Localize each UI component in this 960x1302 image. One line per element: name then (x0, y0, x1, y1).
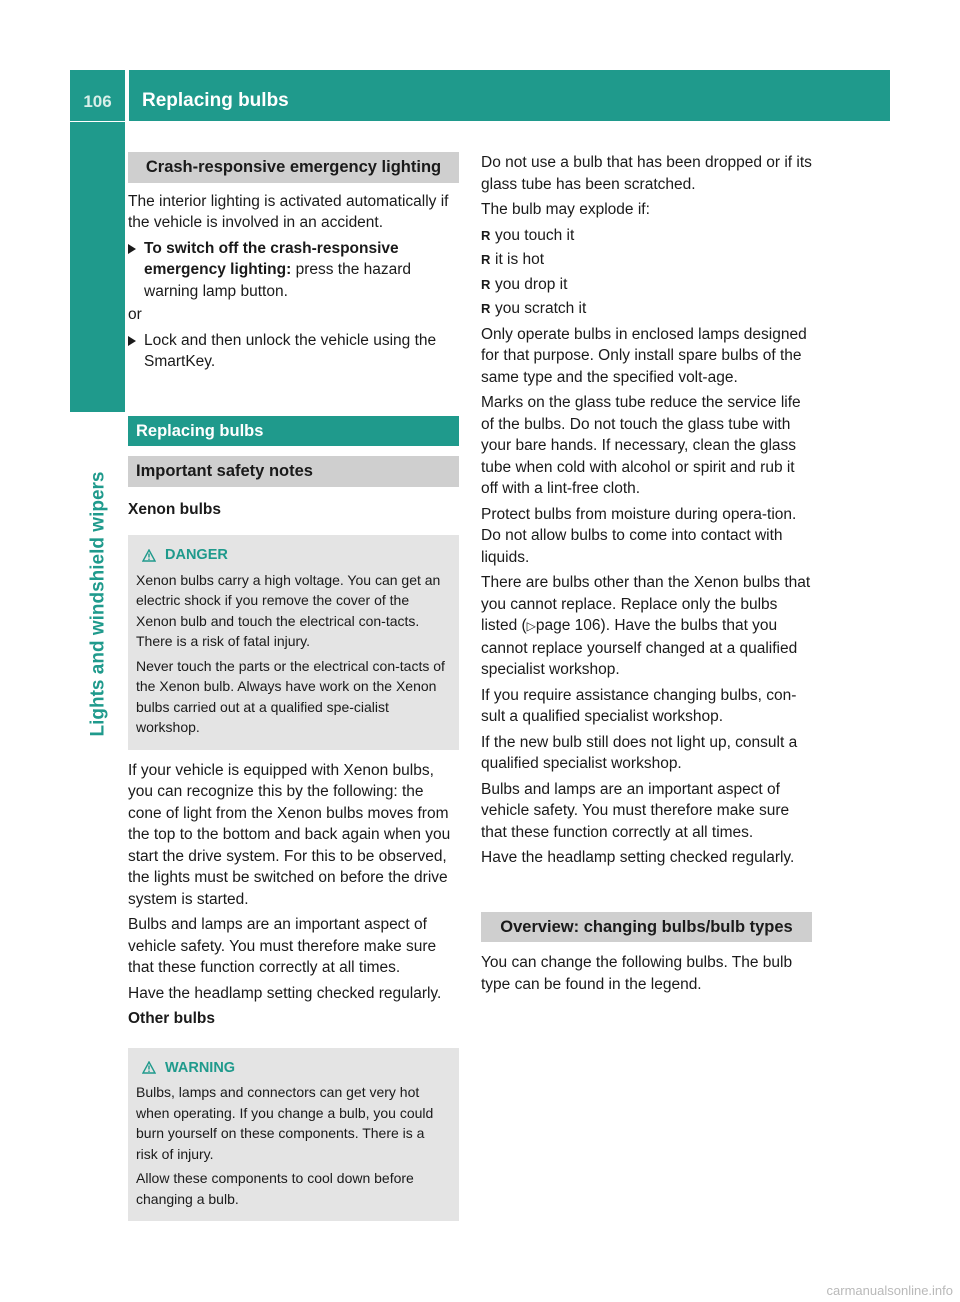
danger-box (128, 535, 459, 750)
step-arrow-icon (128, 244, 136, 254)
step-switch-off-bold: To switch off the crash-responsive emergency lighting: (144, 239, 399, 278)
step-lock-unlock (128, 330, 459, 373)
danger-text-2: Never touch the parts or the electrical con-tacts of the Xenon bulb. Always have work on the Xenon bulbs carried out at a qualified spe-cialist workshop. (136, 657, 445, 735)
page-number: 106 (70, 70, 125, 121)
right-text-11: You can change the following bulbs. The bulb type can be found in the legend. (481, 954, 793, 993)
right-text-3: Only operate bulbs in enclosed lamps designed for that purpose. Only install spare bulbs of the same type and the specified volt-age. (481, 325, 807, 386)
bullet-icon: R (481, 276, 491, 292)
right-text-9: Bulbs and lamps are an important aspect of vehicle safety. You must therefore make sure that these function correctly at all times. (481, 780, 790, 841)
right-text-4: Marks on the glass tube reduce the service life of the bulbs. Do not touch the glass tube with your bare hands. If necessary, clean the glass tube when cold with alcohol or spirit and rub it off with a lint-free cloth. (481, 394, 801, 497)
crash-lighting-heading: Crash-responsive emergency lighting (128, 152, 459, 183)
bullet-icon: R (481, 301, 491, 316)
right-text-5: Protect bulbs from moisture during opera-tion. Do not allow bulbs to come into contact with liquids. (481, 505, 797, 566)
right-text-1: Do not use a bulb that has been dropped or if its glass tube has been scratched. (481, 154, 812, 193)
warning-title (136, 1058, 450, 1079)
warning-triangle-icon (142, 549, 156, 562)
explode-conditions-list (481, 225, 812, 320)
list-item: R you drop it (481, 274, 812, 296)
chapter-label (70, 414, 125, 794)
danger-text-1: Xenon bulbs carry a high voltage. You can get an electric shock if you remove the cover of the Xenon bulb and touch the electrical con-tacts. There is a risk of fatal injury. (136, 571, 441, 649)
danger-title (136, 545, 450, 566)
chapter-tab (70, 122, 125, 412)
footer-watermark: carmanualsonline.info (826, 1283, 953, 1298)
left-column (128, 152, 459, 1231)
bullet-icon: R (481, 252, 491, 267)
right-text-8: If the new bulb still does not light up, consult a qualified specialist workshop. (481, 733, 798, 772)
right-text-6: There are bulbs other than the Xenon bulbs that you cannot replace. Replace only the bulbs listed (▷page 106). Have the bulbs that you cannot replace yourself changed at a qualified specialist workshop. (481, 574, 811, 678)
chapter-label-text: Lights and windshield wipers (86, 471, 108, 737)
xenon-text-2: Bulbs and lamps are an important aspect of vehicle safety. You must therefore make sure that these function correctly at all times. (128, 916, 437, 976)
page-title: Replacing bulbs (129, 70, 890, 121)
list-item: R you scratch it (481, 298, 812, 320)
warning-label: WARNING (165, 1059, 236, 1076)
warning-triangle-icon (142, 1061, 156, 1074)
warning-text-1: Bulbs, lamps and connectors can get very hot when operating. If you change a bulb, you could burn yourself on these components. There is a risk of injury. (136, 1084, 434, 1162)
right-column (481, 152, 812, 999)
xenon-text-1: If your vehicle is equipped with Xenon bulbs, you can recognize this by the following: the cone of light from the Xenon bulbs moves from the top to the bottom and back again when you start the drive system. For this to be observed, the lights must be switched on before the drive system is started. (128, 761, 451, 908)
bullet-icon: R (481, 227, 491, 243)
right-text-2: The bulb may explode if: (481, 201, 650, 218)
other-bulbs-heading: Other bulbs (128, 1010, 215, 1027)
safety-notes-heading: Important safety notes (128, 456, 459, 487)
right-text-10: Have the headlamp setting checked regularly. (481, 849, 795, 866)
page-ref-icon[interactable]: ▷ (526, 619, 536, 633)
warning-text-2: Allow these components to cool down before changing a bulb. (136, 1170, 414, 1207)
step-switch-off-rest: press the hazard warning lamp button. (144, 261, 412, 300)
step-arrow-icon (128, 336, 136, 346)
replacing-bulbs-heading: Replacing bulbs (128, 416, 459, 447)
xenon-bulbs-heading: Xenon bulbs (128, 500, 221, 518)
danger-label: DANGER (165, 547, 228, 563)
or-text: or (128, 306, 142, 323)
xenon-text-3: Have the headlamp setting checked regularly. (128, 984, 442, 1002)
step-switch-off (128, 238, 459, 303)
list-item: R it is hot (481, 249, 812, 271)
list-item: R you touch it (481, 225, 812, 247)
warning-box (128, 1048, 459, 1222)
step-lock-unlock-text: Lock and then unlock the vehicle using the SmartKey. (144, 331, 437, 370)
overview-heading: Overview: changing bulbs/bulb types (481, 912, 812, 943)
crash-lighting-text: The interior lighting is activated automatically if the vehicle is involved in an accident. (128, 192, 449, 231)
right-text-7: If you require assistance changing bulbs, con-sult a qualified specialist workshop. (481, 686, 797, 725)
